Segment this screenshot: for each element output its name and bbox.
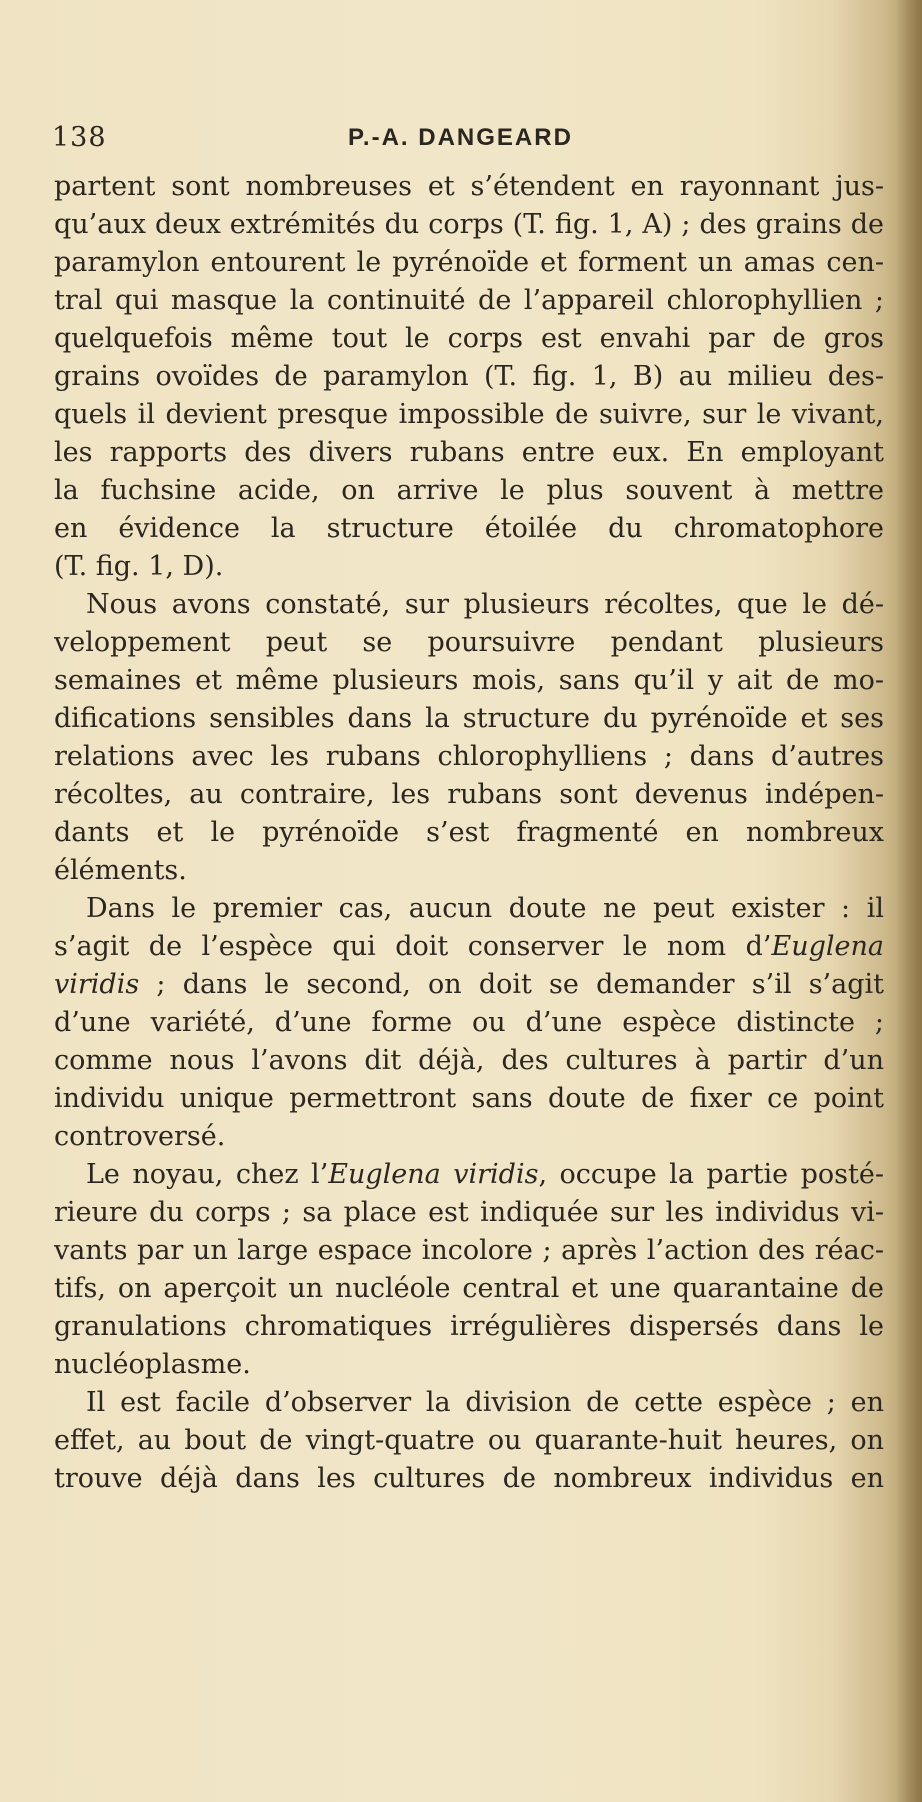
text-line: quels il devient presque impossible de suivre, sur le vivant, xyxy=(54,399,884,430)
italic-species-name: Euglena xyxy=(771,931,884,962)
text-line: difications sensibles dans la structure du pyrénoïde et ses xyxy=(54,703,884,734)
text-run: ; dans le second, on doit se demander s’il s’agit xyxy=(139,969,884,1000)
paragraph-start-line: Nous avons constaté, sur plusieurs récoltes, que le dé- xyxy=(86,589,884,620)
text-line xyxy=(54,928,884,966)
paragraph-start-line: Dans le premier cas, aucun doute ne peut exister : il xyxy=(86,893,884,924)
text-line: nucléoplasme. xyxy=(54,1349,251,1380)
text-line xyxy=(54,966,884,1004)
text-line: grains ovoïdes de paramylon (T. fig. 1, B) au milieu des- xyxy=(54,361,884,392)
text-line: effet, au bout de vingt-quatre ou quarante-huit heures, on xyxy=(54,1425,884,1456)
text-line: quelquefois même tout le corps est envahi par de gros xyxy=(54,323,884,354)
body-text xyxy=(54,168,884,1498)
text-line: les rapports des divers rubans entre eux. En employant xyxy=(54,437,884,468)
text-line: la fuchsine acide, on arrive le plus souvent à mettre xyxy=(54,475,884,506)
paragraph-start-line: Il est facile d’observer la division de cette espèce ; en xyxy=(86,1387,884,1418)
text-run: s’agit de l’espèce qui doit conserver le nom d’ xyxy=(54,931,772,962)
text-line: (T. fig. 1, D). xyxy=(54,551,224,582)
page-gutter-shadow xyxy=(896,0,922,1802)
italic-species-name: Euglena viridis xyxy=(328,1159,539,1190)
text-line: semaines et même plusieurs mois, sans qu’il y ait de mo- xyxy=(54,665,884,696)
text-line: individu unique permettront sans doute de fixer ce point xyxy=(54,1083,884,1114)
text-line: partent sont nombreuses et s’étendent en rayonnant jus- xyxy=(54,171,884,202)
italic-species-name: viridis xyxy=(54,969,140,1000)
text-line: tifs, on aperçoit un nucléole central et une quarantaine de xyxy=(54,1273,884,1304)
text-line: vants par un large espace incolore ; après l’action des réac- xyxy=(54,1235,884,1266)
text-line: en évidence la structure étoilée du chromatophore xyxy=(54,513,884,544)
text-line: relations avec les rubans chlorophylliens ; dans d’autres xyxy=(54,741,884,772)
text-line: comme nous l’avons dit déjà, des cultures à partir d’un xyxy=(54,1045,884,1076)
paragraph-start-line xyxy=(54,1156,884,1194)
text-line: récoltes, au contraire, les rubans sont devenus indépen- xyxy=(54,779,884,810)
running-head: P.-A. DANGEARD xyxy=(348,124,573,151)
page-number: 138 xyxy=(52,122,107,153)
text-line: granulations chromatiques irrégulières dispersés dans le xyxy=(54,1311,884,1342)
text-line: veloppement peut se poursuivre pendant plusieurs xyxy=(54,627,884,658)
text-line: trouve déjà dans les cultures de nombreux individus en xyxy=(54,1463,884,1494)
text-run: Le noyau, chez l’ xyxy=(86,1159,329,1190)
text-line: éléments. xyxy=(54,855,187,886)
text-line: rieure du corps ; sa place est indiquée sur les individus vi- xyxy=(54,1197,884,1228)
text-line: qu’aux deux extrémités du corps (T. fig. 1, A) ; des grains de xyxy=(54,209,884,240)
text-line: controversé. xyxy=(54,1121,226,1152)
text-line: d’une variété, d’une forme ou d’une espèce distincte ; xyxy=(54,1007,884,1038)
text-line: paramylon entourent le pyrénoïde et forment un amas cen- xyxy=(54,247,884,278)
text-run: , occupe la partie posté- xyxy=(538,1159,884,1190)
text-line: dants et le pyrénoïde s’est fragmenté en nombreux xyxy=(54,817,884,848)
text-line: tral qui masque la continuité de l’appareil chlorophyllien ; xyxy=(54,285,884,316)
page-header xyxy=(52,122,622,162)
